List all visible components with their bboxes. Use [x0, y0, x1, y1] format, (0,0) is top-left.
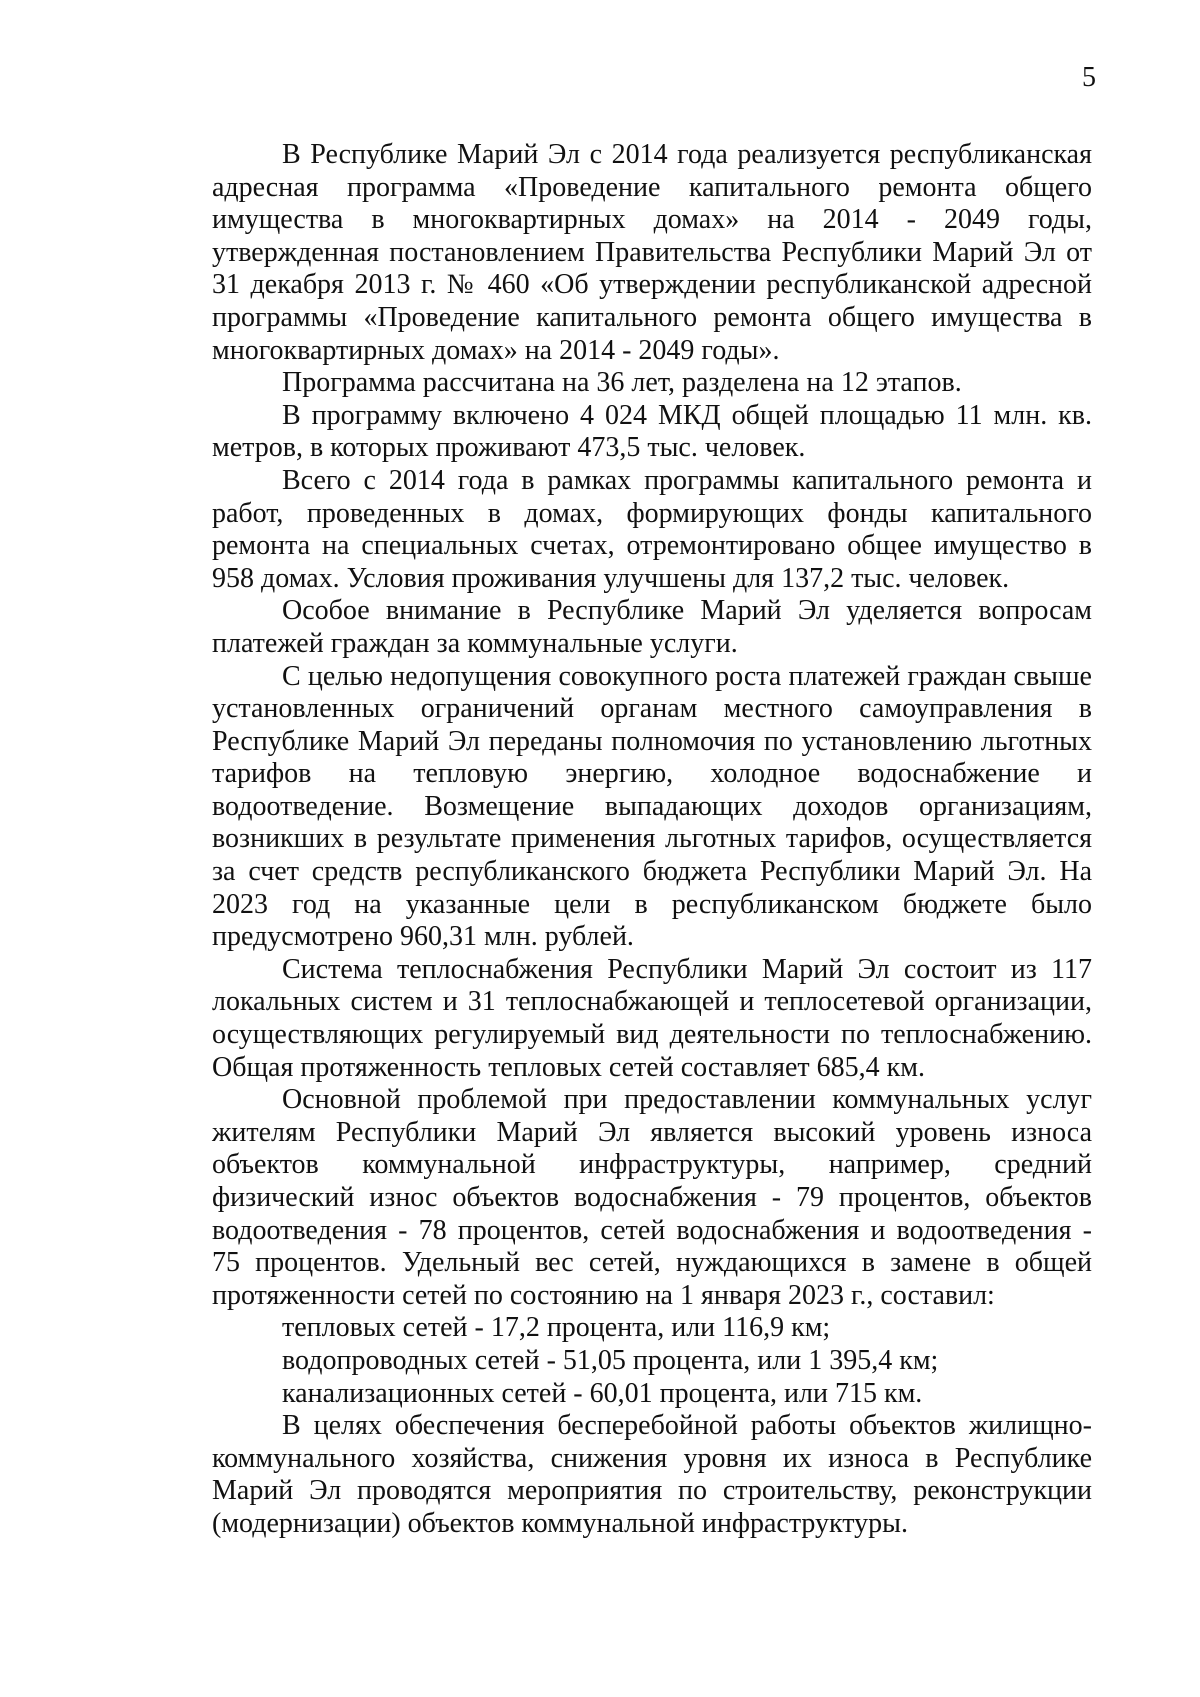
paragraph-payments-attention: Особое внимание в Республике Марий Эл уделяется вопросам платежей граждан за коммунальные услуги. [212, 595, 1092, 659]
paragraph-program-scope: В программу включено 4 024 МКД общей площадью 11 млн. кв. метров, в которых проживают 473,5 тыс. человек. [212, 399, 1092, 464]
paragraph-program-duration: Программа рассчитана на 36 лет, разделена на 12 этапов. [282, 367, 962, 399]
paragraph-modernization: В целях обеспечения бесперебойной работы объектов жилищно-коммунального хозяйства, снижения уровня их износа в Республике Марий Эл проводятся мероприятия по строительству, реконструкции (модернизации) объектов коммунальной инфраструктуры. [212, 1410, 1092, 1539]
document-body [212, 139, 1092, 1541]
paragraph-program-intro: В Республике Марий Эл с 2014 года реализуется республиканская адресная программа «Проведение капитального ремонта общего имущества в многоквартирных домах» на 2014 - 2049 годы, утвержденная постановлением Правительства Республики Марий Эл от 31 декабря 2013 г. № 460 «Об утверждении республиканской адресной программы «Проведение капитального ремонта общего имущества в многоквартирных домах» на 2014 - 2049 годы». [212, 139, 1092, 366]
paragraph-heat-supply: Система теплоснабжения Республики Марий Эл состоит из 117 локальных систем и 31 теплоснабжающей и теплосетевой организации, осуществляющих регулируемый вид деятельности по теплоснабжению. Общая протяженность тепловых сетей составляет 685,4 км. [212, 953, 1092, 1083]
list-item-sewer-networks: канализационных сетей - 60,01 процента, или 715 км. [282, 1377, 923, 1409]
paragraph-infrastructure-wear: Основной проблемой при предоставлении коммунальных услуг жителям Республики Марий Эл является высокий уровень износа объектов коммунальной инфраструктуры, например, средний физический износ объектов водоснабжения - 79 процентов, объектов водоотведения - 78 процентов, сетей водоснабжения и водоотведения - 75 процентов. Удельный вес сетей, нуждающихся в замене в общей протяженности сетей по состоянию на 1 января 2023 г., составил: [212, 1084, 1092, 1311]
page-number: 5 [1082, 62, 1096, 93]
paragraph-tariffs: С целью недопущения совокупного роста платежей граждан свыше установленных ограничений органам местного самоуправления в Республике Марий Эл переданы полномочия по установлению льготных тарифов на тепловую энергию, холодное водоснабжение и водоотведение. Возмещение выпадающих доходов организациям, возникших в результате применения льготных тарифов, осуществляется за счет средств республиканского бюджета Республики Марий Эл. На 2023 год на указанные цели в республиканском бюджете было предусмотрено 960,31 млн. рублей. [212, 660, 1092, 953]
list-item-heat-networks: тепловых сетей - 17,2 процента, или 116,9 км; [282, 1312, 831, 1344]
paragraph-repair-results: Всего с 2014 года в рамках программы капитального ремонта и работ, проведенных в домах, формирующих фонды капитального ремонта на специальных счетах, отремонтировано общее имущество в 958 домах. Условия проживания улучшены для 137,2 тыс. человек. [212, 464, 1092, 594]
list-item-water-networks: водопроводных сетей - 51,05 процента, или 1 395,4 км; [282, 1344, 939, 1376]
